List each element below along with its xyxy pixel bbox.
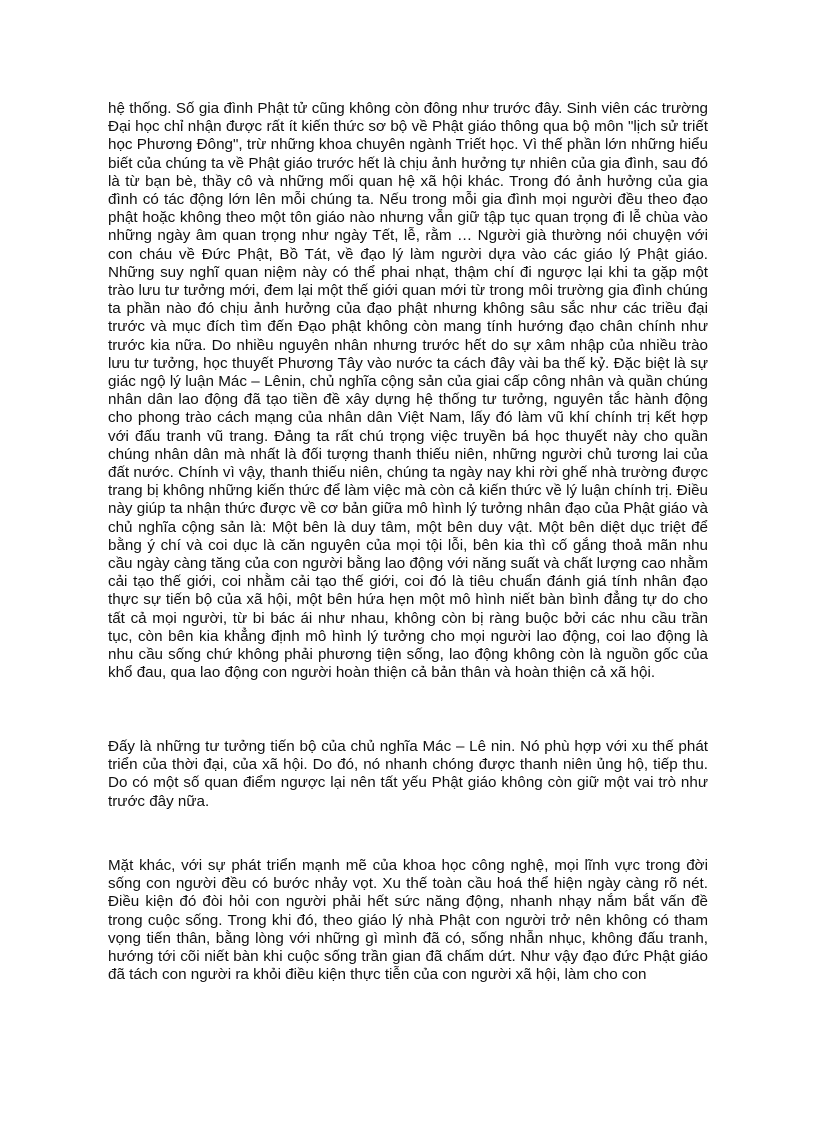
body-paragraph-1 — [108, 100, 708, 683]
body-paragraph-3 — [108, 857, 708, 984]
paragraph-text: Đấy là những tư tưởng tiến bộ của chủ nghĩa Mác – Lê nin. Nó phù hợp với xu thế phát triển của thời đại, của xã hội. Do đó, nó nhanh chóng được thanh niên ủng hộ, tiếp thu. Do có một số quan điểm ngược lại nên tất yếu Phật giáo không còn giữ một vai trò như trước đây nữa. — [108, 738, 708, 810]
body-paragraph-2 — [108, 738, 708, 811]
paragraph-text: hệ thống. Số gia đình Phật tử cũng không còn đông như trước đây. Sinh viên các trường Đại học chỉ nhận được rất ít kiến thức sơ bộ về Phật giáo thông qua bộ môn "lịch sử triết học Phương Đông", trừ những khoa chuyên ngành Triết học. Vì thế phần lớn những hiểu biết của chúng ta về Phật giáo trước hết là chịu ảnh hưởng tự nhiên của gia đình, sau đó là từ bạn bè, thầy cô và những mối quan hệ xã hội khác. Trong đó ảnh hưởng của gia đình có tác động lớn lên mỗi chúng ta. Nếu trong mỗi gia đình mọi người đều theo đạo phật hoặc không theo một tôn giáo nào nhưng vẫn giữ tập tục quan trọng đi lễ chùa vào những ngày âm quan trọng như ngày Tết, lễ, rằm … Người già thường nói chuyện với con cháu về Đức Phật, Bồ Tát, về đạo lý làm người dựa vào các giáo lý Phật giáo. Những suy nghĩ quan niệm này có thể phai nhạt, thậm chí đi ngược lại khi ta gặp một trào lưu tư tưởng mới, đem lại một thế giới quan mới từ trong môi trường gia đình chúng ta phần nào đó chịu ảnh hưởng của đạo phật nhưng không sâu sắc như các triều đại trước và mục đích tìm đến Đạo phật không còn mang tính hướng đạo chân chính như trước kia nữa. Do nhiều nguyên nhân nhưng trước hết do sự xâm nhập của nhiều trào lưu tư tưởng, học thuyết Phương Tây vào nước ta cách đây vài ba thế kỷ. Đặc biệt là sự giác ngộ lý luận Mác – Lênin, chủ nghĩa cộng sản của giai cấp công nhân và quần chúng nhân dân lao động đã tạo tiền đề xây dựng hệ thống tư tưởng, nguyên tắc hành động cho phong trào cách mạng của nhân dân Việt Nam, lấy đó làm vũ khí chính trị kết hợp với đấu tranh vũ trang. Đảng ta rất chú trọng việc truyền bá học thuyết này cho quần chúng nhân dân mà nhất là đối tượng thanh thiếu niên, những người chủ tương lai của đất nước. Chính vì vậy, thanh thiếu niên, chúng ta ngày nay khi rời ghế nhà trường được trang bị không những kiến thức để làm việc mà còn cả kiến thức về lý luận chính trị. Điều này giúp ta nhận thức được về cơ bản giữa mô hình lý tưởng nhân đạo của Phật giáo và chủ nghĩa cộng sản là: Một bên là duy tâm, một bên duy vật. Một bên diệt dục triệt để bằng ý chí và coi dục là căn nguyên của mọi tội lỗi, bên kia thì cố gắng thoả mãn nhu cầu ngày càng tăng của con người bằng lao động với năng suất và chất lượng cao nhằm cải tạo thế giới, coi nhằm cải tạo thế giới, coi đó là tiêu chuẩn đánh giá tính nhân đạo thực sự tiến bộ của xã hội, một bên hứa hẹn một mô hình niết bàn bình đẳng tự do cho tất cả mọi người, từ bi bác ái như nhau, không còn bị ràng buộc bởi các nhu cầu trần tục, còn bên kia khẳng định mô hình lý tưởng cho mọi người lao động, coi lao động là nhu cầu sống chứ không phải phương tiện sống, lao động không còn là nguồn gốc của khổ đau, qua lao động con người hoàn thiện cả bản thân và hoàn thiện cả xã hội. — [108, 100, 708, 682]
paragraph-text: Mặt khác, với sự phát triển mạnh mẽ của khoa học công nghệ, mọi lĩnh vực trong đời sống con người đều có bước nhảy vọt. Xu thế toàn cầu hoá thể hiện ngày càng rõ nét. Điều kiện đó đòi hỏi con người phải hết sức năng động, nhanh nhạy nắm bắt vấn đề trong cuộc sống. Trong khi đó, theo giáo lý nhà Phật con người trở nên không có tham vọng tiến thân, bằng lòng với những gì mình đã có, sống nhẫn nhục, không đấu tranh, hướng tới cõi niết bàn khi cuộc sống trần gian đã chấm dứt. Như vậy đạo đức Phật giáo đã tách con người ra khỏi điều kiện thực tiễn của con người xã hội, làm cho con — [108, 857, 708, 984]
